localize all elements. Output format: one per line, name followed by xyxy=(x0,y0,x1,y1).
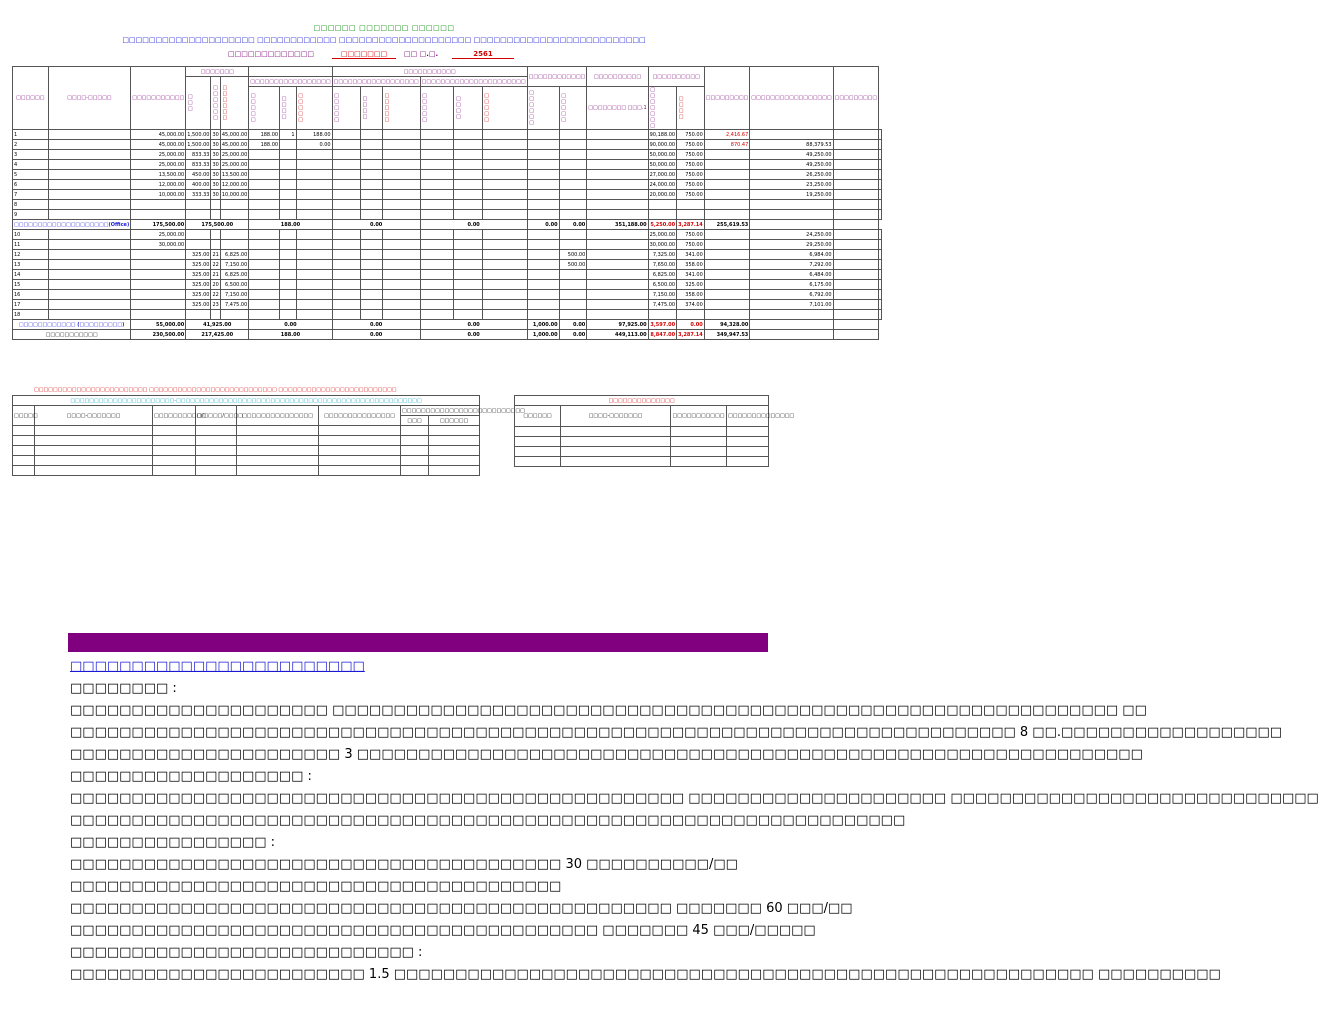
left-summary-table xyxy=(12,395,525,476)
article-line: □□□□□□□□□□□□□□□□□□□ : xyxy=(70,769,312,784)
subtotal-row: □□□□□□□□□□□□□□□□□□□□(Office) 175,500.00 175,500.00 188.00 0.00 0.00 0.00 0.00 351,188.00 5,250.00 3,287.14 255,619.53 xyxy=(13,220,882,230)
table-row: 1 45,000.00 1,500.00 30 45,000.00 188.00 1 188.00 90,188.00 750.00 2,416.67 xyxy=(13,130,882,140)
table-row: 7 10,000.00 333.33 30 10,000.00 20,000.00 750.00 19,250.00 xyxy=(13,190,882,200)
lh-7: □□□□□□□□□□□□□□□□□□□□□□□□□□ xyxy=(402,407,525,414)
year-value: 2561 xyxy=(452,50,514,59)
month-label: □□□□□□□□□□□□□ xyxy=(228,50,314,58)
table-row: 10 25,000.00 25,000.00 750.00 24,250.00 xyxy=(13,230,882,240)
lh-no: □□□□□ xyxy=(13,406,35,426)
article-line: □□□□□□□□□□□□□□□□□□□□□□□□□□□□□□□□□□□□□□□□□□□□□□□□□ □□□□□□□ 60 □□□/□□ xyxy=(70,901,853,916)
table-row: 4 25,000.00 833.33 30 25,000.00 50,000.00 750.00 49,250.00 xyxy=(13,160,882,170)
sheet-title: □□□□□□ □□□□□□□ □□□□□□ xyxy=(313,24,455,32)
rh-3: □□□□□□□□□□□ xyxy=(671,406,727,427)
article-heading-link[interactable]: □□□□□□□□□□□□□□□□□□□□□□□□ xyxy=(70,659,365,674)
table-row: 3 25,000.00 833.33 30 25,000.00 50,000.00 750.00 49,250.00 xyxy=(13,150,882,160)
payroll-sheet xyxy=(0,0,878,500)
right-summary-table xyxy=(514,395,795,467)
article-line: □□□□□□□□□□□□□□□□□□□□□□□□□□□□□□□□□□□□□□□□□□□□□□□□□□□□□□□□□□□□□□□□□□□□□□□□□□□□□ 8 □□.□□□□□□□□□□□□□□□□□□ xyxy=(70,725,1283,740)
article-line: □□□□□□□□□□□□□□□□□□□□□□ 3 □□□□□□□□□□□□□□□□□□□□□□□□□□□□□□□□□□□□□□□□□□□□□□□□□□□□□□□□□□□□□□□□ xyxy=(70,747,1143,762)
article-line: □□□□□□□□□□□□□□□□□□□□□□□□ 1.5 □□□□□□□□□□□□□□□□□□□□□□□□□□□□□□□□□□□□□□□□□□□□□□□□□□□□□□□□□ □□□□□□□□□□ xyxy=(70,967,1221,982)
col-salary: □□□□□□□□□□□ xyxy=(131,67,186,130)
article-line: □□□□□□□□□□□□□□□□□□□□□□□□□□□□□□□□□□□□□□□□□□□□□□□□□□□□□□□□□□□□□□□□□□□□ xyxy=(70,813,906,828)
lh-5: □□□□□□□□□□□□□□□ xyxy=(237,406,319,426)
article-text xyxy=(70,656,1319,986)
table-row: 11 30,000.00 30,000.00 750.00 29,250.00 xyxy=(13,240,882,250)
article-line: □□□□□□□□□□□□□□□□ : xyxy=(70,835,276,850)
col-no: □□□□□□ xyxy=(13,67,49,130)
subtotal-row: □□□□□□□□□□□□ (□□□□□□□□□) 55,000.00 41,925.00 0.00 0.00 0.00 1,000.00 0.00 97,925.00 3,597.00 0.00 94,328.00 xyxy=(13,320,882,330)
article-line: □□□□□□□□□□□□□□□□□□□□□□□□□□□□□□□□□□□□□□□□□□□□□□□□□□ □□□□□□□□□□□□□□□□□□□□□ □□□□□□□□□□□□□□□□□□□□□□□□□□□□□□ xyxy=(70,791,1319,806)
table-row: 2 45,000.00 1,500.00 30 45,000.00 188.00 0.00 90,000.00 750.00 870.47 88,379.53 xyxy=(13,140,882,150)
table-row: 5 13,500.00 450.00 30 13,500.00 27,000.00 750.00 26,250.00 xyxy=(13,170,882,180)
lh-7b: □□□□□□ xyxy=(429,416,480,426)
table-row: 16 325.00 22 7,150.00 7,150.00 358.00 6,792.00 xyxy=(13,290,882,300)
lh-4: □/□□□□/□□□□ xyxy=(196,406,237,426)
article-line: □□□□□□□□□□□□□□□□□□□□□ □□□□□□□□□□□□□□□□□□□□□□□□□□□□□□□□□□□□□□□□□□□□□□□□□□□□□□□□□□□□□□□□ □□ xyxy=(70,703,1147,718)
payroll-table: □□□□□□ □□□□-□□□□□ □□□□□□□□□□□ □□□□□□□ □□□□□□□□□□□ □□□□□□□□□□□□ □□□□□□□□□□ □□□□□□□□□□ □□□□□□□□□ □□□□□□□□□□□□□□□□□ □□□□□□□□□ □□□ □□□□□□ □□□□□□ □□□□□□□□□□□□□□□□□ □□□□□□□□□□□□□□□□□□ □□□□□□□□□□□□□□□□□□□□□□ □□□□□ □□□□ □□□□□ □□□□□ □□□□ □□□□□ □□□□□ □□□□ □□□□□ □□□□□□ □□□□□ □□□□□□□□ □□□.1 □□□□□□□ □□□□ 1 45,000.00 1,500.00 30 45,000.00 188.00 1 188.00 90,188.00 750.00 2,416.67 2 45,000.00 1,500.00 30 45,000.00 188.00 0.00 90,000.00 750.00 870.47 88,379.53 3 25,000.00 833.33 30 25,000.00 50,000.00 750.00 49,250.00 4 25,000.00 833.33 30 25,000.00 50,000.00 750.00 49,250.00 5 13,500.00 450.00 30 13,500.00 27,000.00 750.00 26,250.00 6 12,000.00 400.00 30 12,000.00 24,000.00 750.00 23,250.00 7 10,000.00 333.33 30 10,000.00 20,000.00 750.00 19,250.00 8 9 □□□□□□□□□□□□□□□□□□□□(Office) 175,500.00 175,500.00 188.00 0.00 0.00 0.00 0.00 351,188.00 5,250.00 3,287.14 255,619.53 10 25,000.00 25,000.00 750.00 24,250.00 11 30,000.00 30,000.00 750.00 29,250.00 12 325.00 21 6,825.00 500.00 7,325.00 341.00 6,984.00 13 325.00 22 7,150.00 500.00 7,650.00 358.00 7,292.00 14 325.00 21 6,825.00 6,825.00 341.00 6,484.00 15 325.00 20 6,500.00 6,500.00 325.00 6,175.00 16 325.00 22 7,150.00 7,150.00 358.00 6,792.00 17 325.00 23 7,475.00 7,475.00 374.00 7,101.00 18 □□□□□□□□□□□□ (□□□□□□□□□) 55,000.00 41,925.00 0.00 0.00 0.00 1,000.00 0.00 97,925.00 3,597.00 0.00 94,328.00 □□□□□□□□□□□ 230,500.00 217,425.00 188.00 0.00 0.00 1,000.00 0.00 449,113.00 8,847.00 3,287.14 349,947.53 xyxy=(12,66,882,340)
table-row: 15 325.00 20 6,500.00 6,500.00 325.00 6,175.00 xyxy=(13,280,882,290)
lh-7a: □□□ xyxy=(401,416,429,426)
year-label: □□ □.□. xyxy=(404,50,439,58)
table-row: 18 xyxy=(13,310,882,320)
lh-6: □□□□□□□□□□□□□□□ xyxy=(319,406,401,426)
month-value: □□□□□□□ xyxy=(332,50,396,59)
article-line: □□□□□□□□□□□□□□□□□□□□□□□□□□□□ : xyxy=(70,945,423,960)
purple-banner xyxy=(68,633,768,652)
article-line: □□□□□□□□□□□□□□□□□□□□□□□□□□□□□□□□□□□□□□□□ 30 □□□□□□□□□□/□□ xyxy=(70,857,738,872)
lh-name: □□□□-□□□□□□□ xyxy=(35,406,153,426)
table-row: 12 325.00 21 6,825.00 500.00 7,325.00 341.00 6,984.00 xyxy=(13,250,882,260)
rh-1: □□□□□□ xyxy=(515,406,561,427)
table-row: 17 325.00 23 7,475.00 7,475.00 374.00 7,101.00 xyxy=(13,300,882,310)
table-row: 6 12,000.00 400.00 30 12,000.00 24,000.00 750.00 23,250.00 xyxy=(13,180,882,190)
table-row: 14 325.00 21 6,825.00 6,825.00 341.00 6,484.00 xyxy=(13,270,882,280)
article-line: □□□□□□□□□□□□□□□□□□□□□□□□□□□□□□□□□□□□□□□□□□□ □□□□□□□ 45 □□□/□□□□□ xyxy=(70,923,816,938)
subtotal-row: □□□□□□□□□□□ 230,500.00 217,425.00 188.00 0.00 0.00 1,000.00 0.00 449,113.00 8,847.00 3,287.14 349,947.53 xyxy=(13,330,882,340)
sheet-subtitle: □□□□□□□□□□□□□□□□□□□□ □□□□□□□□□□□□ □□□□□□□□□□□□□□□□□□□□ □□□□□□□□□□□□□□□□□□□□□□□□□□ xyxy=(122,36,646,44)
col-name: □□□□-□□□□□ xyxy=(48,67,131,130)
note-red: □□□□□□□□□□□□□□□□□□□□□□□□ □□□□□□□□□□□□□□□□□□□□□□□□□□□ □□□□□□□□□□□□□□□□□□□□□□□□□ xyxy=(34,387,397,393)
table-row: 8 xyxy=(13,200,882,210)
table-row: 13 325.00 22 7,150.00 500.00 7,650.00 358.00 7,292.00 xyxy=(13,260,882,270)
article-line: □□□□□□□□ : xyxy=(70,681,177,696)
right-table-title: □□□□□□□□□□□□□□ xyxy=(515,396,769,406)
table-row: 9 xyxy=(13,210,882,220)
left-table-title: □□□□□□□□□□□□□□□□□□□□□□-□□□□□□□□□□□□□□□□□□□□□□□□□□□□□□□□□□□□□□□□□□□□□□□□□□□□ xyxy=(13,396,480,406)
lh-3: □□□□□□□□□□□ xyxy=(153,406,196,426)
rh-4: □□□□□□□□□□□□□□ xyxy=(727,406,769,427)
article-line: □□□□□□□□□□□□□□□□□□□□□□□□□□□□□□□□□□□□□□□□ xyxy=(70,879,562,894)
rh-2: □□□□-□□□□□□□ xyxy=(561,406,671,427)
